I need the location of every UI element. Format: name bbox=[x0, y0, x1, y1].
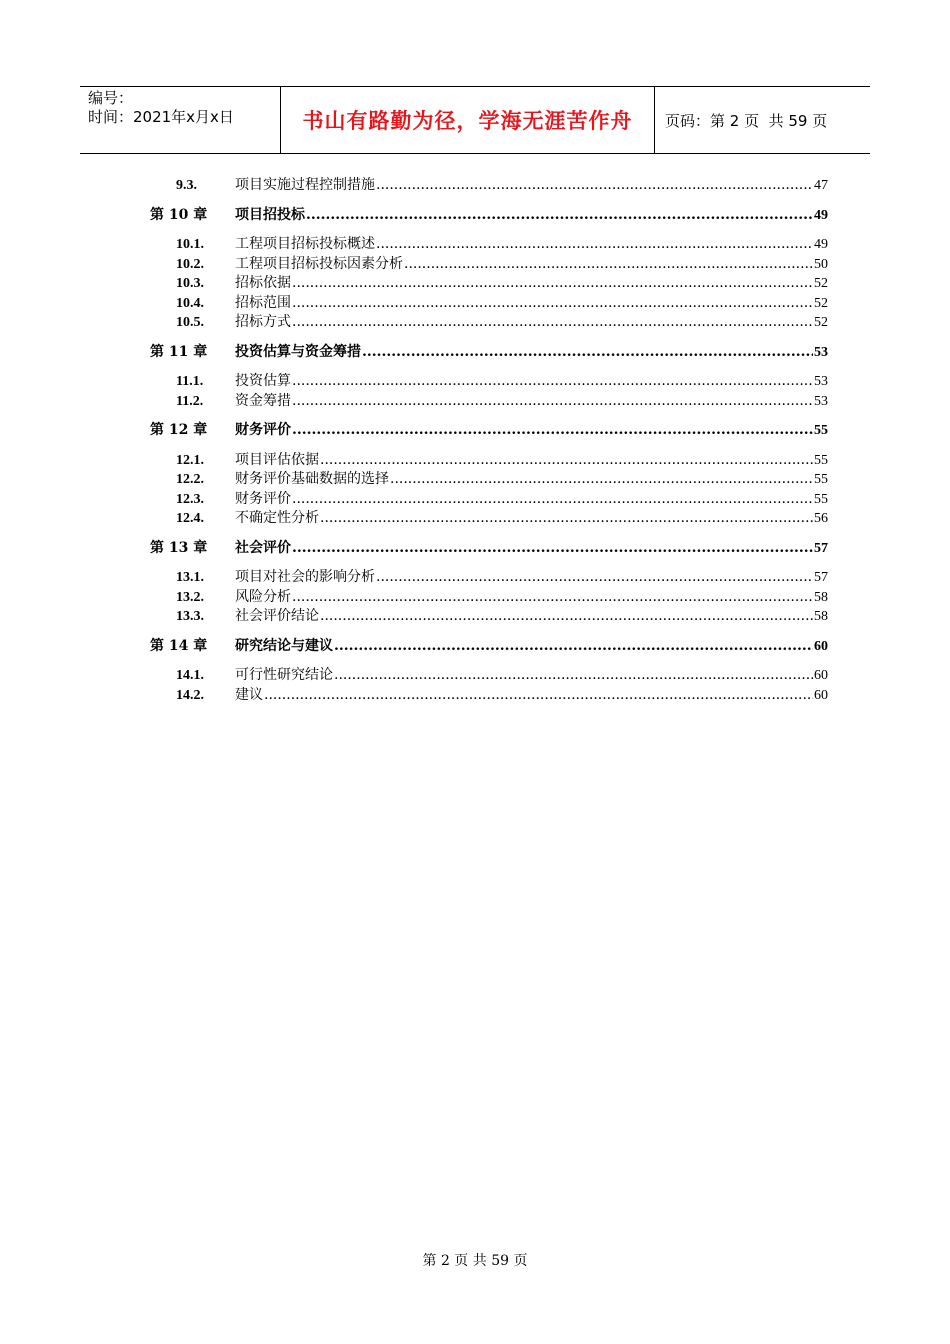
document-time-label: 时间：2021年x月x日 bbox=[88, 108, 234, 126]
toc-entry-page: 52 bbox=[814, 295, 828, 311]
toc-entry-title: 招标方式 bbox=[235, 314, 291, 330]
toc-entry-title: 财务评价 bbox=[235, 490, 291, 507]
toc-section-entry[interactable] bbox=[150, 588, 828, 608]
toc-dot-leader bbox=[362, 343, 813, 363]
toc-section-entry[interactable] bbox=[150, 392, 828, 412]
toc-dot-leader bbox=[292, 294, 813, 314]
toc-entry-page: 57 bbox=[814, 570, 828, 585]
toc-dot-leader bbox=[264, 686, 813, 706]
toc-dot-leader bbox=[292, 539, 813, 559]
toc-section-entry[interactable] bbox=[150, 176, 828, 196]
toc-entry-title: 项目评估依据 bbox=[235, 451, 319, 468]
toc-section-entry[interactable] bbox=[150, 294, 828, 314]
toc-entry-title: 投资估算 bbox=[235, 373, 291, 389]
toc-entry-page: 58 bbox=[814, 589, 828, 605]
toc-entry-page: 60 bbox=[814, 638, 828, 654]
toc-entry-page: 53 bbox=[814, 393, 828, 409]
toc-entry-number: 9.3. bbox=[176, 178, 197, 193]
toc-entry-number: 12.3. bbox=[176, 491, 204, 507]
toc-entry-number: 13.1. bbox=[176, 570, 204, 585]
toc-entry-page: 56 bbox=[814, 511, 828, 526]
toc-dot-leader bbox=[334, 637, 813, 657]
toc-chapter-entry[interactable] bbox=[150, 539, 828, 559]
toc-entry-number: 11.1. bbox=[176, 374, 204, 389]
toc-entry-title: 投资估算与资金筹措 bbox=[235, 343, 361, 360]
toc-entry-number: 第 11 章 bbox=[150, 343, 208, 360]
footer-page-number: 第 2 页 共 59 页 bbox=[422, 1253, 528, 1269]
toc-section-entry[interactable] bbox=[150, 372, 828, 392]
toc-entry-title: 风险分析 bbox=[235, 588, 291, 605]
document-number-label: 编号： bbox=[88, 89, 134, 107]
toc-entry-title: 项目实施过程控制措施 bbox=[235, 177, 375, 193]
toc-dot-leader bbox=[292, 372, 813, 392]
toc-section-entry[interactable] bbox=[150, 666, 828, 686]
toc-entry-page: 47 bbox=[814, 178, 828, 193]
toc-section-entry[interactable] bbox=[150, 255, 828, 275]
toc-entry-number: 11.2. bbox=[176, 393, 204, 409]
toc-section-entry[interactable] bbox=[150, 451, 828, 471]
header-page-label: 页码：第 2 页 共 59 页 bbox=[665, 111, 828, 130]
toc-entry-number: 14.1. bbox=[176, 668, 204, 683]
toc-dot-leader bbox=[376, 176, 813, 196]
toc-chapter-entry[interactable] bbox=[150, 206, 828, 226]
toc-entry-number: 第 12 章 bbox=[150, 422, 208, 438]
toc-entry-number: 第 10 章 bbox=[150, 206, 208, 223]
header-motto: 书山有路勤为径，学海无涯苦作舟 bbox=[281, 87, 655, 153]
toc-dot-leader bbox=[404, 255, 813, 275]
toc-entry-number: 10.2. bbox=[176, 256, 204, 272]
toc-entry-page: 57 bbox=[814, 540, 828, 556]
toc-dot-leader bbox=[376, 568, 813, 588]
page-footer bbox=[0, 1250, 950, 1270]
toc-entry-title: 招标范围 bbox=[235, 294, 291, 311]
toc-entry-title: 项目招投标 bbox=[235, 206, 305, 223]
toc-entry-page: 49 bbox=[814, 207, 828, 223]
table-of-contents bbox=[150, 176, 828, 705]
toc-entry-title: 财务评价 bbox=[235, 422, 291, 438]
toc-section-entry[interactable] bbox=[150, 490, 828, 510]
toc-dot-leader bbox=[292, 421, 813, 441]
toc-entry-number: 10.3. bbox=[176, 276, 204, 291]
toc-entry-page: 58 bbox=[814, 609, 828, 624]
page-header bbox=[80, 86, 870, 154]
header-page-info bbox=[655, 87, 870, 153]
toc-section-entry[interactable] bbox=[150, 235, 828, 255]
toc-entry-page: 55 bbox=[814, 491, 828, 507]
toc-section-entry[interactable] bbox=[150, 313, 828, 333]
toc-entry-number: 10.1. bbox=[176, 237, 204, 252]
toc-entry-page: 52 bbox=[814, 315, 828, 330]
toc-chapter-entry[interactable] bbox=[150, 343, 828, 363]
toc-entry-title: 研究结论与建议 bbox=[235, 637, 333, 654]
toc-entry-page: 55 bbox=[814, 452, 828, 468]
toc-entry-title: 不确定性分析 bbox=[235, 510, 319, 526]
toc-entry-title: 招标依据 bbox=[235, 275, 291, 291]
toc-entry-title: 财务评价基础数据的选择 bbox=[235, 471, 389, 487]
toc-entry-number: 14.2. bbox=[176, 687, 204, 703]
toc-entry-page: 50 bbox=[814, 256, 828, 272]
toc-entry-page: 53 bbox=[814, 344, 828, 360]
toc-section-entry[interactable] bbox=[150, 568, 828, 588]
toc-dot-leader bbox=[390, 470, 813, 490]
toc-entry-title: 建议 bbox=[235, 686, 263, 703]
header-meta bbox=[80, 87, 281, 153]
toc-dot-leader bbox=[292, 274, 813, 294]
toc-entry-title: 社会评价结论 bbox=[235, 608, 319, 624]
toc-dot-leader bbox=[320, 451, 813, 471]
toc-entry-number: 13.3. bbox=[176, 609, 204, 624]
toc-dot-leader bbox=[292, 392, 813, 412]
toc-entry-title: 项目对社会的影响分析 bbox=[235, 569, 375, 585]
toc-entry-page: 55 bbox=[814, 423, 828, 438]
toc-entry-title: 资金筹措 bbox=[235, 392, 291, 409]
toc-section-entry[interactable] bbox=[150, 274, 828, 294]
toc-section-entry[interactable] bbox=[150, 509, 828, 529]
toc-entry-number: 12.1. bbox=[176, 452, 204, 468]
toc-entry-number: 10.5. bbox=[176, 315, 204, 330]
toc-entry-title: 可行性研究结论 bbox=[235, 667, 333, 683]
toc-dot-leader bbox=[334, 666, 813, 686]
toc-dot-leader bbox=[376, 235, 813, 255]
toc-entry-page: 60 bbox=[814, 668, 828, 683]
toc-entry-title: 社会评价 bbox=[235, 539, 291, 556]
toc-section-entry[interactable] bbox=[150, 470, 828, 490]
toc-entry-number: 13.2. bbox=[176, 589, 204, 605]
toc-chapter-entry[interactable] bbox=[150, 421, 828, 441]
toc-entry-number: 第 13 章 bbox=[150, 539, 208, 556]
toc-dot-leader bbox=[292, 313, 813, 333]
toc-entry-page: 53 bbox=[814, 374, 828, 389]
toc-dot-leader bbox=[292, 588, 813, 608]
toc-entry-page: 55 bbox=[814, 472, 828, 487]
toc-dot-leader bbox=[320, 607, 813, 627]
toc-section-entry[interactable] bbox=[150, 686, 828, 706]
toc-entry-title: 工程项目招标投标概述 bbox=[235, 236, 375, 252]
toc-entry-number: 10.4. bbox=[176, 295, 204, 311]
toc-entry-page: 52 bbox=[814, 276, 828, 291]
toc-entry-number: 12.4. bbox=[176, 511, 204, 526]
toc-entry-number: 第 14 章 bbox=[150, 637, 208, 654]
toc-entry-number: 12.2. bbox=[176, 472, 204, 487]
toc-entry-page: 60 bbox=[814, 687, 828, 703]
toc-chapter-entry[interactable] bbox=[150, 637, 828, 657]
toc-section-entry[interactable] bbox=[150, 607, 828, 627]
toc-dot-leader bbox=[320, 509, 813, 529]
toc-entry-title: 工程项目招标投标因素分析 bbox=[235, 255, 403, 272]
toc-entry-page: 49 bbox=[814, 237, 828, 252]
toc-dot-leader bbox=[292, 490, 813, 510]
toc-dot-leader bbox=[306, 206, 813, 226]
